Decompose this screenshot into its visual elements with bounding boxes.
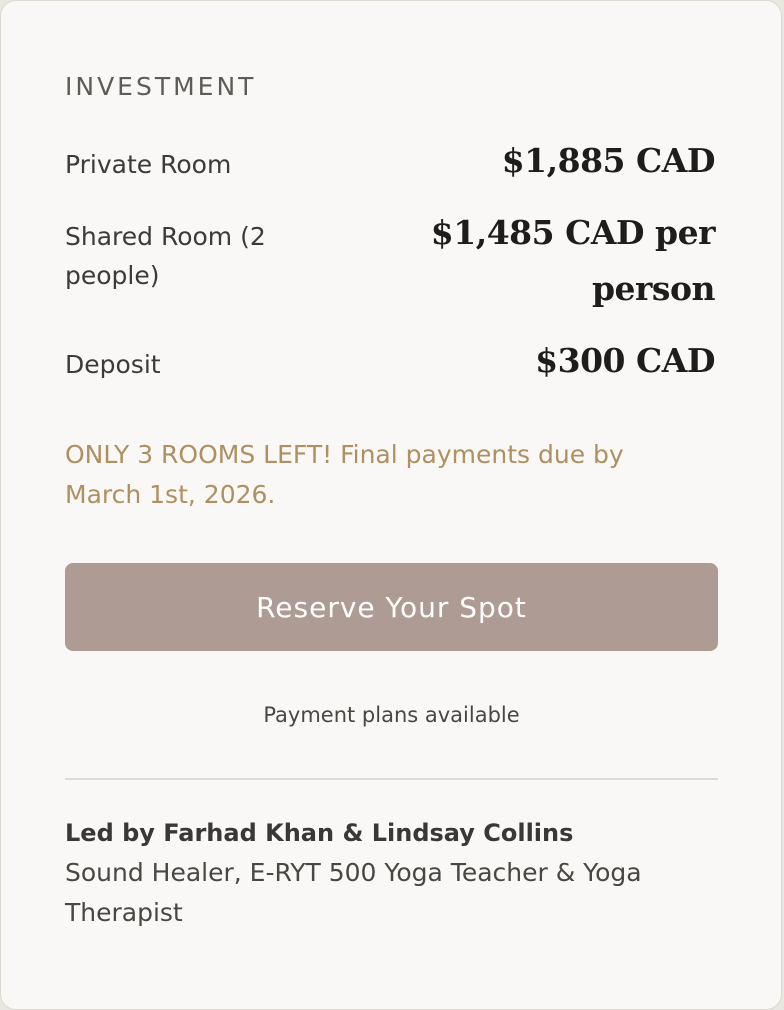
section-heading: INVESTMENT [65, 72, 257, 101]
price-value-shared-room: $1,485 CAD per person [430, 213, 715, 308]
price-value-deposit: $300 CAD [535, 341, 715, 380]
availability-notice: ONLY 3 ROOMS LEFT! Final payments due by March 1st, 2026. [65, 440, 624, 509]
leaders-roles: Sound Healer, E-RYT 500 Yoga Teacher & Yoga Therapist [65, 858, 642, 927]
reserve-spot-button[interactable]: Reserve Your Spot [65, 563, 718, 651]
price-label-shared-room: Shared Room (2 people) [65, 222, 266, 290]
price-value-private-room: $1,885 CAD [501, 141, 715, 180]
price-label-private-room: Private Room [65, 150, 232, 179]
price-label-deposit: Deposit [65, 350, 161, 379]
payment-plans-note: Payment plans available [263, 703, 520, 727]
leaders-names: Led by Farhad Khan & Lindsay Collins [65, 819, 574, 847]
divider [65, 778, 718, 780]
